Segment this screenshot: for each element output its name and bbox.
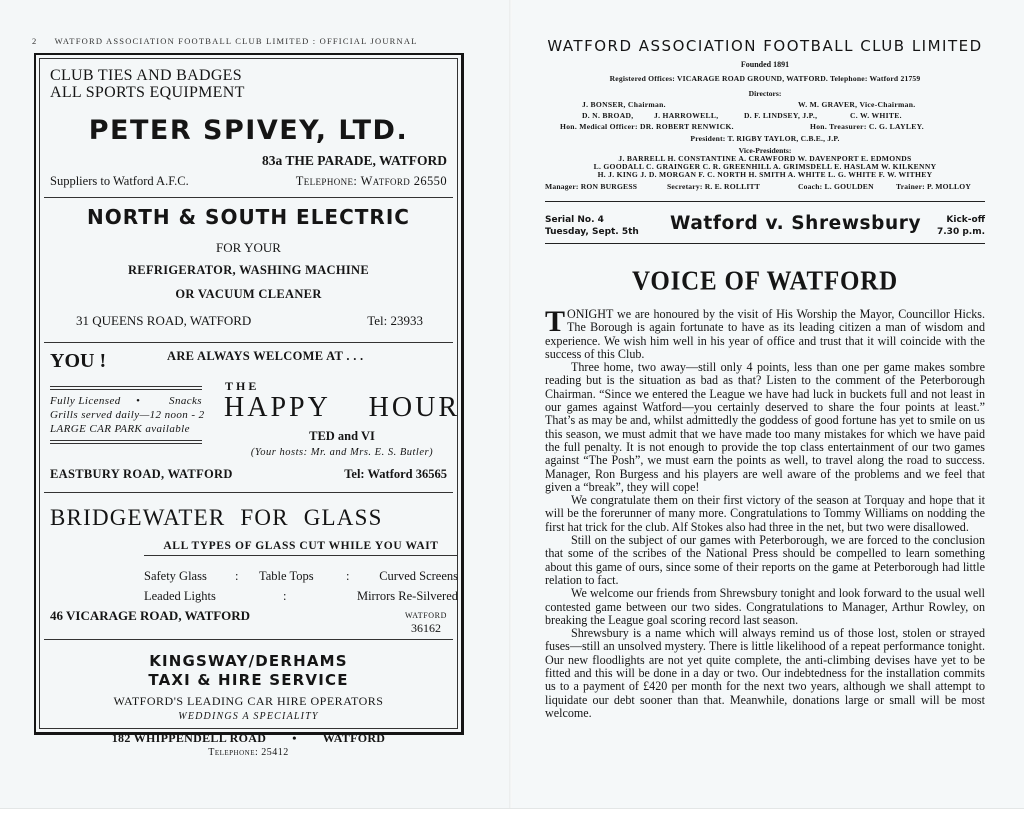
ns-address: 31 QUEENS ROAD, WATFORD: [76, 313, 252, 328]
medical-officer: Hon. Medical Officer: DR. ROBERT RENWICK.: [560, 122, 734, 131]
hh-double-rule: [50, 440, 202, 444]
article-paragraph: We congratulate them on their first victory of the season at Torquay and hope that it will be the forerunner of many more. Congratulations to Tommy Williams on nodding the first hat trick for the club. Alf Stokes also had three in the net, but two were disallowed.: [545, 493, 985, 534]
bw-separator: :: [235, 569, 239, 583]
paragraph-text: ONIGHT we are honoured by the visit of His Worship the Mayor, Councillor Hicks. The Borough is again fortunate to have as its leading citizen a man of wisdom and experience. We wish him well in his year of office and trust that it will coincide with the success of this Club.: [545, 307, 985, 361]
spivey-address: 83a THE PARADE, WATFORD: [261, 153, 447, 168]
serial-number: Serial No. 4: [545, 215, 604, 225]
article-paragraph: [545, 305, 985, 361]
bullet-icon: •: [136, 395, 141, 407]
ad-divider: [44, 639, 453, 640]
hh-welcome: ARE ALWAYS WELCOME AT . . .: [167, 349, 364, 363]
vice-presidents-row: J. BARRELL H. CONSTANTINE A. CRAWFORD W. DAVENPORT E. EDMONDS: [618, 154, 912, 163]
kickoff-time: 7.30 p.m.: [937, 227, 985, 237]
ns-telephone: Tel: 23933: [367, 313, 423, 328]
bw-address: 46 VICARAGE ROAD, WATFORD: [50, 608, 251, 623]
spivey-line2: ALL SPORTS EQUIPMENT: [50, 84, 245, 101]
spivey-telephone: Telephone: Watford 26550: [295, 174, 447, 188]
running-head-text: WATFORD ASSOCIATION FOOTBALL CLUB LIMITED : OFFICIAL JOURNAL: [54, 36, 418, 46]
hh-you: YOU !: [50, 350, 107, 372]
bw-service: Leaded Lights: [144, 589, 216, 603]
article-title: VOICE OF WATFORD: [631, 266, 899, 297]
bw-separator: :: [346, 569, 350, 583]
trainer: Trainer: P. MOLLOY: [896, 182, 972, 191]
spivey-company-name: PETER SPIVEY, LTD.: [88, 115, 409, 146]
treasurer: Hon. Treasurer: C. G. LAYLEY.: [810, 122, 924, 131]
hh-double-rule: [50, 386, 202, 390]
bullet-icon: •: [292, 731, 297, 745]
ns-company-name: NORTH & SOUTH ELECTRIC: [87, 205, 410, 229]
director: D. F. LINDSEY, J.P.,: [744, 111, 818, 120]
hh-hosts-note: (Your hosts: Mr. and Mrs. E. S. Butler): [250, 447, 434, 458]
kw-town: WATFORD: [322, 731, 386, 745]
hh-the: THE: [225, 379, 260, 393]
hh-feature-row: [50, 395, 202, 407]
president: President: T. RIGBY TAYLOR, C.B.E., J.P.: [690, 134, 840, 143]
hh-feature-licensed: Fully Licensed: [50, 395, 121, 407]
hh-venue-name: [224, 392, 460, 424]
bw-separator: :: [283, 589, 287, 603]
kw-company-name: KINGSWAY/DERHAMS: [149, 652, 348, 670]
kickoff-label: Kick-off: [946, 215, 985, 225]
running-head: [32, 36, 442, 46]
kw-tagline: WATFORD'S LEADING CAR HIRE OPERATORS: [113, 694, 384, 708]
kw-telephone: Telephone: 25412: [208, 747, 289, 758]
advertisements-box: [34, 53, 464, 758]
bw-phone-exchange: WATFORD: [405, 611, 447, 620]
spivey-line1: CLUB TIES AND BADGES: [50, 67, 242, 84]
kickoff: [930, 214, 985, 238]
match-serial: [545, 214, 639, 238]
ad-divider: [44, 492, 453, 493]
ad-divider: [44, 197, 453, 198]
vice-presidents-row: H. J. KING J. D. MORGAN F. C. NORTH H. SMITH A. WHITE L. G. WHITE F. W. WITHEY: [597, 170, 933, 179]
kw-address: [40, 731, 457, 746]
spivey-tagline: [50, 67, 245, 101]
ns-for-your: FOR YOUR: [216, 240, 281, 255]
registered-offices: Registered Offices: VICARAGE ROAD GROUND, WATFORD. Telephone: Watford 21759: [609, 74, 921, 83]
hh-feature-snacks: Snacks: [169, 395, 202, 407]
kw-speciality: WEDDINGS A SPECIALITY: [178, 711, 319, 722]
director-vice-chairman: W. M. GRAVER, Vice-Chairman.: [798, 100, 916, 109]
article-paragraph: Shrewsbury is a name which will always remind us of those lost, stolen or strayed fuses—still an unsolved mystery. There is little likelihood of a repeat performance tonight. Our new floodlights are not yet quite complete, the anti-climbing devises have yet to be fitted and this will be done in a day or two. Our indebtedness for the installation commits us to a payment of £420 per month for the next two years, although we shall attempt to liquidate our debt sooner than that. Meanwhile, donations large or small will be most welcome.: [545, 626, 985, 720]
left-page: [0, 0, 512, 808]
article-paragraph: Three home, two away—still only 4 points, less than one per game makes sombre reading but is the situation as bad as that? Listen to the comment of the Peterborough Chairman. “Since we entered the League we have had luck in buckets full and not least in our games against Watford—you certainly deserved to share the four points at least.” That’s as may be and, whilst admittedly the goddess of good fortune has yet to smile on us this season, we must admit that we have made too many mistakes for which we have paid the full penalty. It is not enough to provide the top class entertainment of our two games against “The Posh”, we must earn the points as well, to travel along the road to success. Manager, Ron Burgess and his players are well aware of the problems and we feel that given a “break”, they will cope!: [545, 360, 985, 494]
ad-divider: [44, 342, 453, 343]
bw-subtitle: ALL TYPES OF GLASS CUT WHILE YOU WAIT: [144, 540, 458, 556]
manager: Manager: RON BURGESS: [545, 182, 638, 191]
article-paragraph: Still on the subject of our games with Peterborough, we are forced to the conclusion that some of the scribes of the National Press should be compelled to learn something about this game of ours, since some of their reports on the game at Peterborough had little relation to fact.: [545, 533, 985, 587]
match-rule-bottom: [545, 243, 985, 244]
ns-products-line2: OR VACUUM CLEANER: [175, 287, 322, 301]
directors-label: Directors:: [748, 89, 782, 98]
hh-feature-row: LARGE CAR PARK available: [50, 423, 190, 435]
article-body: [545, 305, 985, 720]
hh-telephone: Tel: Watford 36565: [344, 467, 447, 481]
director: J. HARROWELL,: [654, 111, 719, 120]
advertisements-inner-frame: [39, 58, 460, 758]
kw-service-name: TAXI & HIRE SERVICE: [148, 671, 349, 689]
hh-hosts-names: TED and VI: [309, 429, 375, 443]
bw-service: Table Tops: [259, 569, 314, 583]
hh-name-word: HOUR: [368, 392, 460, 423]
match-rule-top: [545, 201, 985, 202]
bw-phone-number: 36162: [411, 621, 441, 635]
spivey-supplier-note: Suppliers to Watford A.F.C.: [50, 174, 189, 188]
director: D. N. BROAD,: [582, 111, 634, 120]
ns-products-line1: REFRIGERATOR, WASHING MACHINE: [127, 263, 370, 277]
hh-address: EASTBURY ROAD, WATFORD: [50, 467, 233, 481]
page-number: 2: [32, 36, 38, 46]
kw-street: 182 WHIPPENDELL ROAD: [111, 731, 267, 745]
match-title: Watford v. Shrewsbury: [670, 213, 922, 234]
bw-service: Curved Screens: [379, 569, 458, 583]
coach: Coach: L. GOULDEN: [798, 182, 874, 191]
vice-presidents-label: Vice-Presidents:: [738, 146, 792, 155]
article-paragraph: We welcome our friends from Shrewsbury tonight and look forward to the usual well contested game between our two sides. Congratulations to Manager, Arthur Rowley, on breaking the League goal scoring record last season.: [545, 586, 985, 627]
hh-name-word: HAPPY: [224, 392, 331, 423]
director-chairman: J. BONSER, Chairman.: [582, 100, 666, 109]
club-title: WATFORD ASSOCIATION FOOTBALL CLUB LIMITED: [547, 37, 983, 55]
secretary: Secretary: R. E. ROLLITT: [667, 182, 761, 191]
bw-service: Safety Glass: [144, 569, 207, 583]
match-date: Tuesday, Sept. 5th: [545, 227, 639, 237]
hh-feature-row: Grills served daily—12 noon - 2: [50, 409, 205, 421]
drop-cap: T: [545, 305, 566, 338]
founded-year: Founded 1891: [740, 60, 790, 69]
bw-service: Mirrors Re-Silvered: [356, 589, 458, 603]
bw-company-name: BRIDGEWATER FOR GLASS: [50, 505, 383, 530]
vice-presidents-row: L. GOODALL C. GRAINGER C. R. GREENHILL A. GRIMSDELL E. HASLAM W. KILKENNY: [593, 162, 937, 171]
director: C. W. WHITE.: [850, 111, 902, 120]
